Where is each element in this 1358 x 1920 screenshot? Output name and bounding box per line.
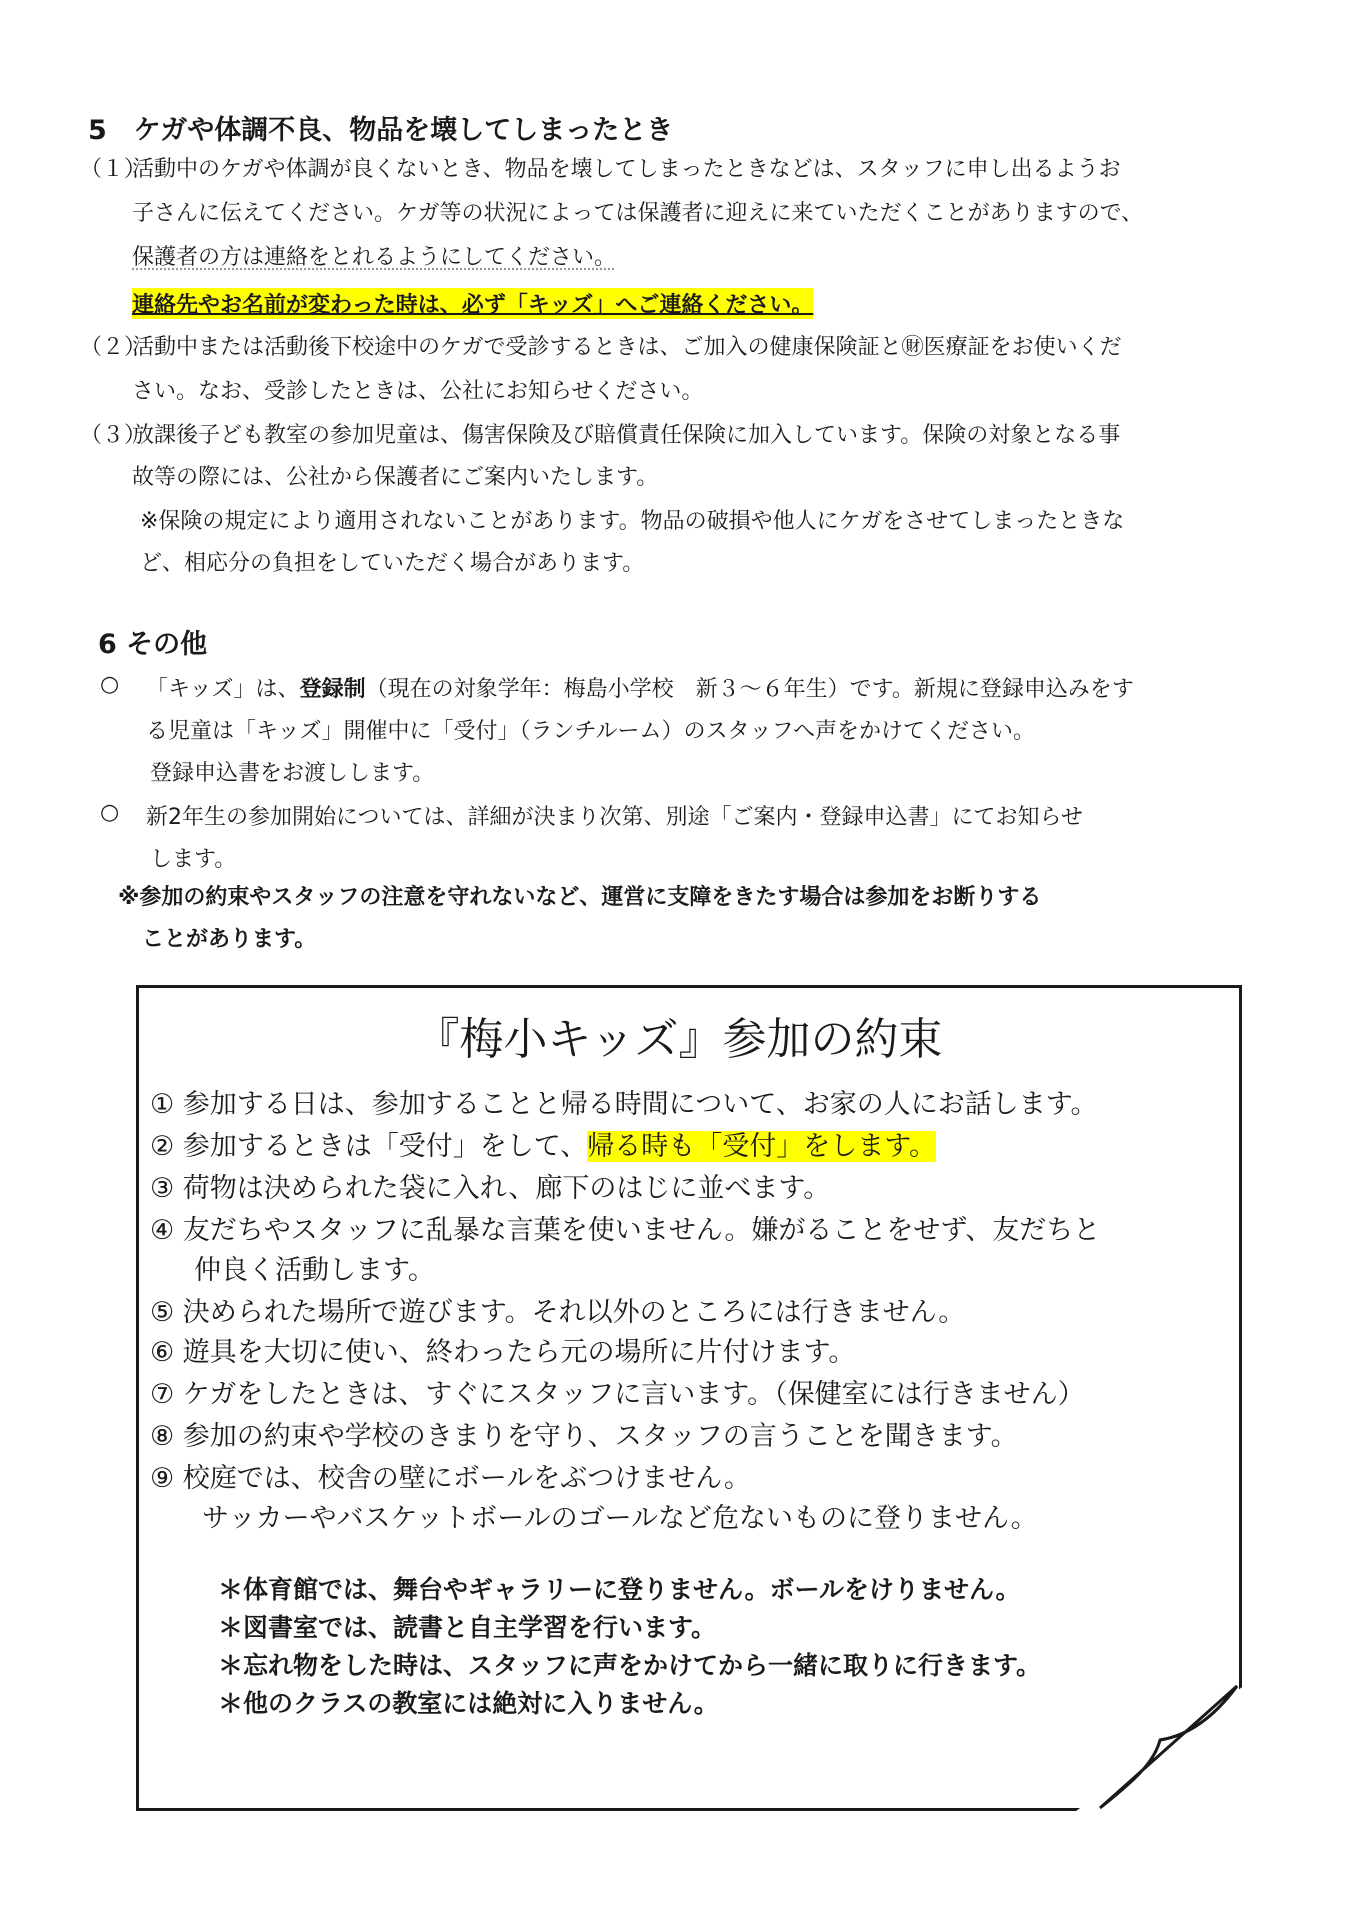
item3-line: 故等の際には、公社から保護者にご案内いたします。 xyxy=(132,465,659,490)
section5-heading: 5 ケガや体調不良、物品を壊してしまったとき xyxy=(88,115,674,146)
facility-note: ＊忘れ物をした時は、スタッフに声をかけてから一緒に取りに行きます。 xyxy=(218,1651,1042,1680)
second-grade-line: します。 xyxy=(150,847,237,872)
rule-item: ⑧ 参加の約束や学校のきまりを守り、スタッフの言うことを聞きます。 xyxy=(150,1421,1018,1452)
rule-item: ⑥ 遊具を大切に使い、終わったら元の場所に片付けます。 xyxy=(150,1337,856,1368)
item2-line: 活動中または活動後下校途中のケガで受診するときは、ご加入の健康保険証と㊖医療証をお使いくだ xyxy=(132,335,1122,360)
page-curl-icon xyxy=(1090,1680,1250,1820)
facility-note: ＊図書室では、読書と自主学習を行います。 xyxy=(218,1613,717,1642)
bullet-marker: ○ xyxy=(100,800,120,825)
item3-note: ※保険の規定により適用されないことがあります。物品の破損や他人にケガをさせてしまったときな xyxy=(140,509,1125,534)
rule-item: 仲良く活動します。 xyxy=(194,1255,435,1286)
item3-line: 放課後子ども教室の参加児童は、傷害保険及び賠償責任保険に加入しています。保険の対象となる事 xyxy=(132,423,1121,448)
item1-number: （１） xyxy=(80,157,147,182)
registration-line: 「キッズ」は、登録制（現在の対象学年：梅島小学校 新３～６年生）です。新規に登録申込みをす xyxy=(146,677,1134,702)
rule-item: サッカーやバスケットボールのゴールなど危ないものに登りません。 xyxy=(202,1503,1038,1534)
item2-line: さい。なお、受診したときは、公社にお知らせください。 xyxy=(132,379,704,404)
item3-number: （３） xyxy=(80,423,147,448)
warning-line: ※参加の約束やスタッフの注意を守れないなど、運営に支障をきたす場合は参加をお断りする xyxy=(118,885,1042,910)
item1-line: 子さんに伝えてください。ケガ等の状況によっては保護者に迎えに来ていただくことがありますので、 xyxy=(132,201,1144,226)
rule-item: ② 参加するときは「受付」をして、帰る時も「受付」をします。 xyxy=(150,1131,937,1162)
registration-line: 登録申込書をお渡しします。 xyxy=(150,761,435,786)
item3-note: ど、相応分の負担をしていただく場合があります。 xyxy=(140,551,645,576)
second-grade-line: 新2年生の参加開始については、詳細が決まり次第、別途「ご案内・登録申込書」にてお知らせ xyxy=(146,805,1083,830)
bullet-marker: ○ xyxy=(100,672,120,697)
promise-title: 『梅小キッズ』参加の約束 xyxy=(415,1014,943,1065)
rule-item: ⑦ ケガをしたときは、すぐにスタッフに言います。（保健室には行きません） xyxy=(150,1379,1085,1410)
item1-line: 活動中のケガや体調が良くないとき、物品を壊してしまったときなどは、スタッフに申し出るようお xyxy=(132,157,1121,182)
section6-heading: 6 その他 xyxy=(98,629,208,660)
warning-line: ことがあります。 xyxy=(142,927,317,952)
item2-number: （２） xyxy=(80,335,147,360)
rule-item: ⑨ 校庭では、校舎の壁にボールをぶつけません。 xyxy=(150,1463,751,1494)
rule-item: ⑤ 決められた場所で遊びます。それ以外のところには行きません。 xyxy=(150,1297,966,1328)
rule-item: ④ 友だちやスタッフに乱暴な言葉を使いません。嫌がることをせず、友だちと xyxy=(150,1215,1101,1246)
facility-note: ＊他のクラスの教室には絶対に入りません。 xyxy=(218,1689,719,1718)
item1-line: 保護者の方は連絡をとれるようにしてください。 xyxy=(132,245,617,270)
rule-item: ① 参加する日は、参加することと帰る時間について、お家の人にお話します。 xyxy=(150,1089,1098,1120)
facility-note: ＊体育館では、舞台やギャラリーに登りません。ボールをけりません。 xyxy=(218,1575,1021,1604)
contact-change-notice: 連絡先やお名前が変わった時は、必ず「キッズ」へご連絡ください。 xyxy=(132,288,813,319)
registration-line: る児童は「キッズ」開催中に「受付」（ランチルーム）のスタッフへ声をかけてください。 xyxy=(146,719,1036,744)
rule-item: ③ 荷物は決められた袋に入れ、廊下のはじに並べます。 xyxy=(150,1173,831,1204)
